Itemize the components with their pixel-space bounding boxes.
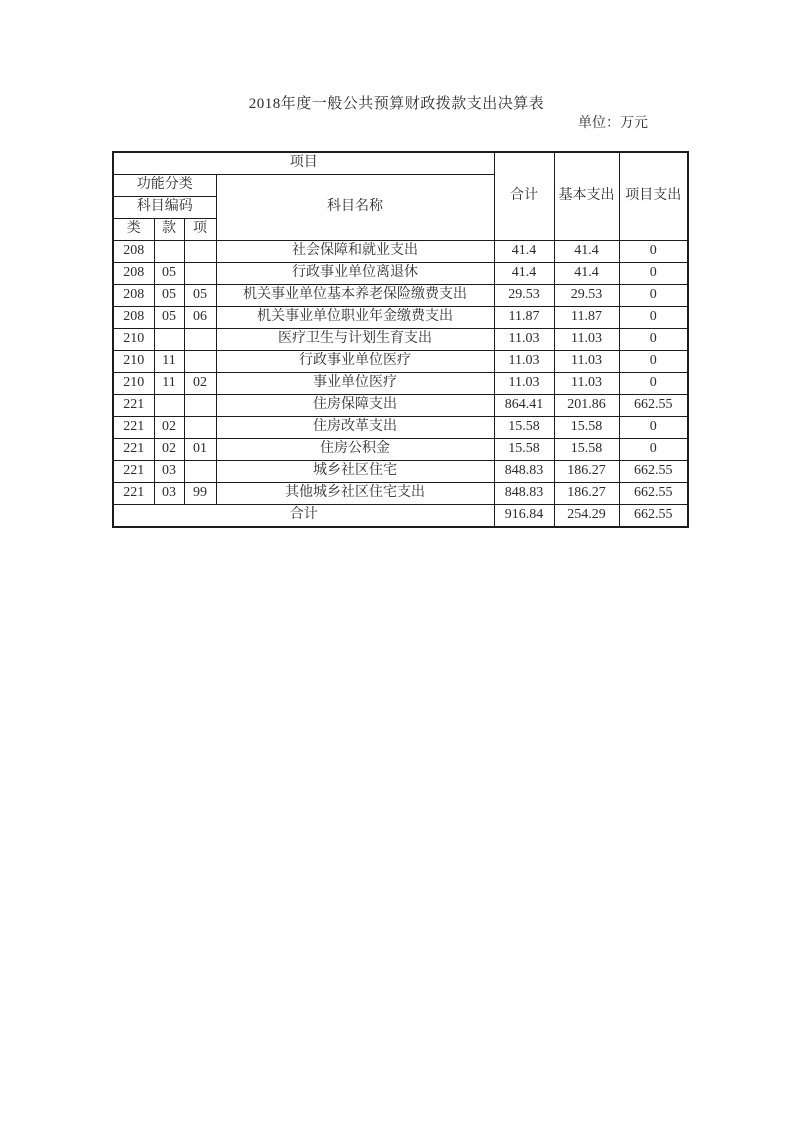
cell-total: 848.83: [494, 482, 554, 504]
cell-basic-expenditure: 15.58: [554, 438, 619, 460]
table-row: [113, 372, 688, 394]
cell-class-code: 208: [113, 240, 154, 262]
cell-section-code: 11: [154, 372, 184, 394]
cell-project-expenditure: 662.55: [619, 504, 688, 527]
cell-basic-expenditure: 15.58: [554, 416, 619, 438]
cell-project-expenditure: 662.55: [619, 482, 688, 504]
cell-class-code: 221: [113, 460, 154, 482]
cell-basic-expenditure: 11.03: [554, 350, 619, 372]
header-subject-code: 科目编码: [113, 196, 216, 218]
cell-subject-name: 机关事业单位基本养老保险缴费支出: [216, 284, 494, 306]
cell-subject-name: 医疗卫生与计划生育支出: [216, 328, 494, 350]
cell-basic-expenditure: 11.03: [554, 328, 619, 350]
cell-project-expenditure: 0: [619, 284, 688, 306]
cell-project-expenditure: 0: [619, 416, 688, 438]
cell-section-code: 02: [154, 416, 184, 438]
unit-label: 单位：万元: [578, 116, 648, 131]
budget-table: [112, 151, 689, 528]
cell-class-code: 221: [113, 482, 154, 504]
total-row: [113, 504, 688, 527]
table-row: [113, 240, 688, 262]
table-row: [113, 394, 688, 416]
cell-basic-expenditure: 254.29: [554, 504, 619, 527]
cell-section-code: 03: [154, 460, 184, 482]
cell-basic-expenditure: 201.86: [554, 394, 619, 416]
total-row-label: 合计: [113, 504, 494, 527]
cell-project-expenditure: 0: [619, 350, 688, 372]
cell-item-code: [184, 416, 216, 438]
header-item-code: 项: [184, 218, 216, 240]
table-row: [113, 482, 688, 504]
cell-basic-expenditure: 11.87: [554, 306, 619, 328]
cell-item-code: [184, 262, 216, 284]
header-project-expenditure: 项目支出: [619, 152, 688, 240]
cell-basic-expenditure: 41.4: [554, 240, 619, 262]
cell-total: 15.58: [494, 438, 554, 460]
cell-class-code: 221: [113, 438, 154, 460]
cell-project-expenditure: 0: [619, 262, 688, 284]
header-total: 合计: [494, 152, 554, 240]
table-row: [113, 306, 688, 328]
cell-section-code: 05: [154, 262, 184, 284]
cell-section-code: 05: [154, 306, 184, 328]
cell-subject-name: 事业单位医疗: [216, 372, 494, 394]
cell-section-code: 03: [154, 482, 184, 504]
cell-class-code: 221: [113, 394, 154, 416]
cell-section-code: [154, 328, 184, 350]
cell-subject-name: 机关事业单位职业年金缴费支出: [216, 306, 494, 328]
cell-item-code: 02: [184, 372, 216, 394]
cell-total: 15.58: [494, 416, 554, 438]
cell-class-code: 210: [113, 328, 154, 350]
cell-subject-name: 社会保障和就业支出: [216, 240, 494, 262]
cell-project-expenditure: 0: [619, 438, 688, 460]
cell-section-code: 11: [154, 350, 184, 372]
cell-total: 11.03: [494, 328, 554, 350]
cell-item-code: 06: [184, 306, 216, 328]
cell-subject-name: 住房保障支出: [216, 394, 494, 416]
cell-item-code: [184, 240, 216, 262]
cell-item-code: 01: [184, 438, 216, 460]
cell-section-code: [154, 240, 184, 262]
cell-subject-name: 住房改革支出: [216, 416, 494, 438]
cell-section-code: 05: [154, 284, 184, 306]
header-section-code: 款: [154, 218, 184, 240]
header-row-project: [113, 152, 688, 174]
table-row: [113, 328, 688, 350]
cell-class-code: 208: [113, 284, 154, 306]
header-subject-name: 科目名称: [216, 174, 494, 240]
cell-project-expenditure: 662.55: [619, 460, 688, 482]
table-row: [113, 460, 688, 482]
table-row: [113, 350, 688, 372]
cell-total: 848.83: [494, 460, 554, 482]
cell-total: 916.84: [494, 504, 554, 527]
cell-class-code: 210: [113, 350, 154, 372]
cell-item-code: 05: [184, 284, 216, 306]
cell-project-expenditure: 662.55: [619, 394, 688, 416]
cell-item-code: [184, 394, 216, 416]
cell-project-expenditure: 0: [619, 306, 688, 328]
cell-section-code: 02: [154, 438, 184, 460]
table-row: [113, 416, 688, 438]
cell-basic-expenditure: 186.27: [554, 482, 619, 504]
cell-subject-name: 行政事业单位医疗: [216, 350, 494, 372]
header-project: 项目: [113, 152, 494, 174]
cell-item-code: [184, 350, 216, 372]
table-row: [113, 262, 688, 284]
cell-total: 41.4: [494, 262, 554, 284]
cell-total: 41.4: [494, 240, 554, 262]
cell-class-code: 208: [113, 262, 154, 284]
header-class-code: 类: [113, 218, 154, 240]
cell-subject-name: 行政事业单位离退休: [216, 262, 494, 284]
cell-subject-name: 其他城乡社区住宅支出: [216, 482, 494, 504]
cell-total: 11.87: [494, 306, 554, 328]
table-row: [113, 438, 688, 460]
cell-class-code: 210: [113, 372, 154, 394]
header-basic-expenditure: 基本支出: [554, 152, 619, 240]
cell-total: 29.53: [494, 284, 554, 306]
header-func-class: 功能分类: [113, 174, 216, 196]
cell-class-code: 221: [113, 416, 154, 438]
cell-item-code: [184, 328, 216, 350]
document-title: 2018年度一般公共预算财政拨款支出决算表: [248, 96, 545, 112]
cell-subject-name: 城乡社区住宅: [216, 460, 494, 482]
cell-project-expenditure: 0: [619, 240, 688, 262]
cell-total: 864.41: [494, 394, 554, 416]
cell-class-code: 208: [113, 306, 154, 328]
table-row: [113, 284, 688, 306]
cell-total: 11.03: [494, 350, 554, 372]
cell-section-code: [154, 394, 184, 416]
cell-item-code: 99: [184, 482, 216, 504]
cell-basic-expenditure: 11.03: [554, 372, 619, 394]
cell-project-expenditure: 0: [619, 328, 688, 350]
cell-basic-expenditure: 41.4: [554, 262, 619, 284]
cell-basic-expenditure: 186.27: [554, 460, 619, 482]
cell-total: 11.03: [494, 372, 554, 394]
cell-project-expenditure: 0: [619, 372, 688, 394]
cell-subject-name: 住房公积金: [216, 438, 494, 460]
cell-basic-expenditure: 29.53: [554, 284, 619, 306]
cell-item-code: [184, 460, 216, 482]
